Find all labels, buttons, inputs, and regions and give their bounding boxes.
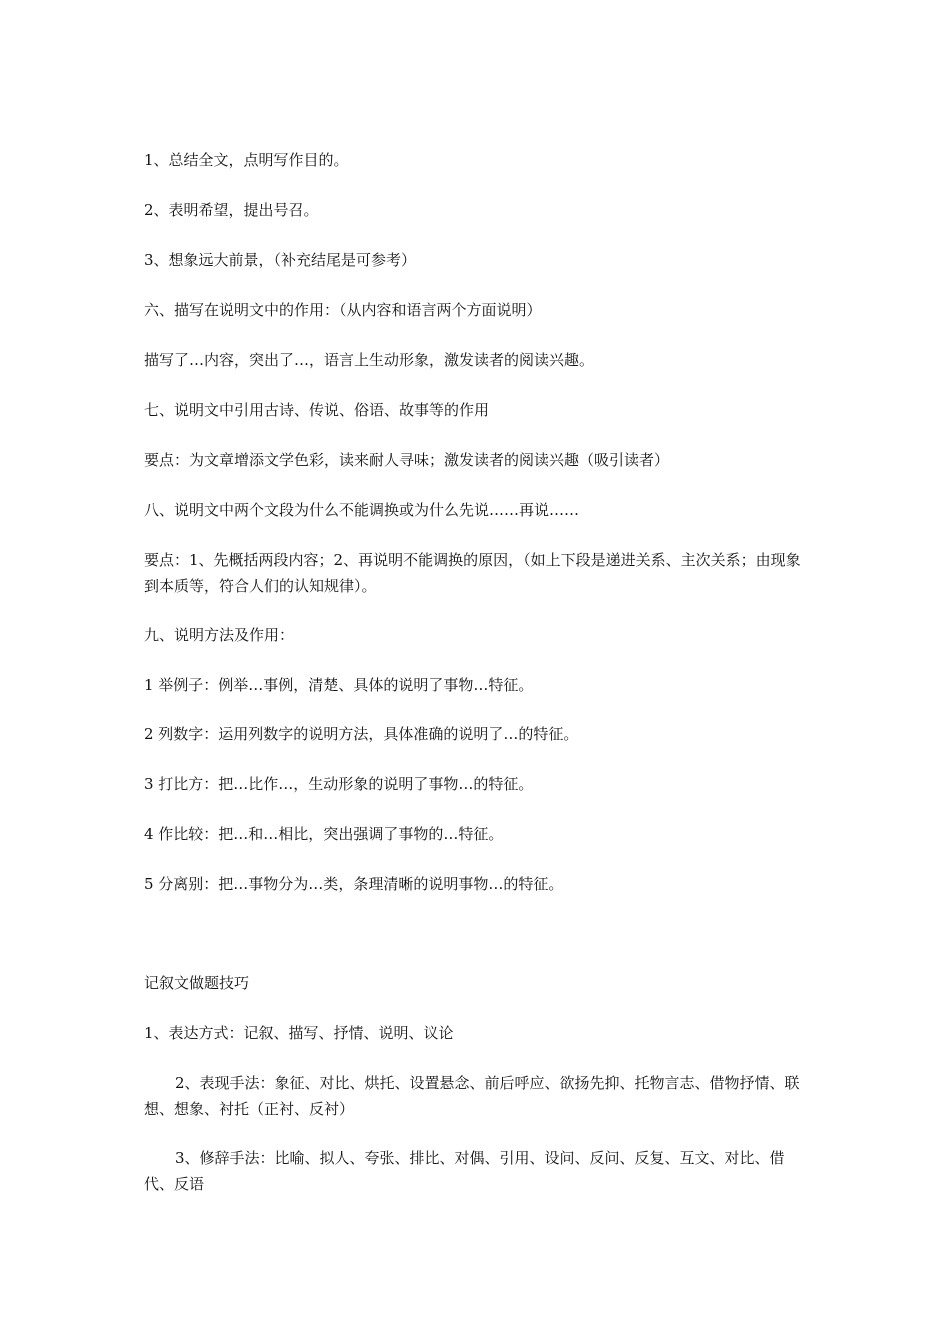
paragraph-3: 3、想象远大前景，（补充结尾是可参考）	[144, 251, 417, 269]
method-item-1: 1 举例子：例举…事例，清楚、具体的说明了事物…特征。	[144, 676, 534, 694]
paragraph-7: 要点：为文章增添文学色彩，读来耐人寻味；激发读者的阅读兴趣（吸引读者）	[144, 451, 670, 469]
section-heading-eight: 八、说明文中两个文段为什么不能调换或为什么先说……再说……	[144, 501, 580, 519]
narrative-item-1: 1、表达方式：记叙、描写、抒情、说明、议论	[144, 1024, 454, 1042]
narrative-item-3: 3、修辞手法：比喻、拟人、夸张、排比、对偶、引用、设问、反问、反复、互文、对比、借代、反语	[144, 1149, 785, 1193]
method-item-2: 2 列数字：运用列数字的说明方法，具体准确的说明了…的特征。	[144, 725, 579, 743]
section-heading-six: 六、描写在说明文中的作用：（从内容和语言两个方面说明）	[144, 301, 542, 319]
paragraph-1: 1、总结全文，点明写作目的。	[144, 151, 349, 169]
method-item-4: 4 作比较：把…和…相比，突出强调了事物的…特征。	[144, 825, 504, 843]
document-page	[144, 0, 808, 1344]
narrative-item-2: 2、表现手法：象征、对比、烘托、设置悬念、前后呼应、欲扬先抑、托物言志、借物抒情、联想、想象、衬托（正衬、反衬）	[144, 1074, 800, 1118]
method-item-3: 3 打比方：把…比作…，生动形象的说明了事物…的特征。	[144, 775, 534, 793]
section-heading-seven: 七、说明文中引用古诗、传说、俗语、故事等的作用	[144, 401, 490, 419]
paragraph-2: 2、表明希望，提出号召。	[144, 201, 319, 219]
paragraph-9: 要点：1、先概括两段内容；2、再说明不能调换的原因，（如上下段是递进关系、主次关系；由现象到本质等，符合人们的认知规律）。	[144, 551, 801, 595]
paragraph-5: 描写了…内容，突出了…，语言上生动形象，激发读者的阅读兴趣。	[144, 351, 595, 369]
section-title-narrative: 记叙文做题技巧	[144, 974, 250, 992]
method-item-5: 5 分离别：把…事物分为…类，条理清晰的说明事物…的特征。	[144, 875, 564, 893]
section-heading-nine: 九、说明方法及作用：	[144, 626, 295, 644]
